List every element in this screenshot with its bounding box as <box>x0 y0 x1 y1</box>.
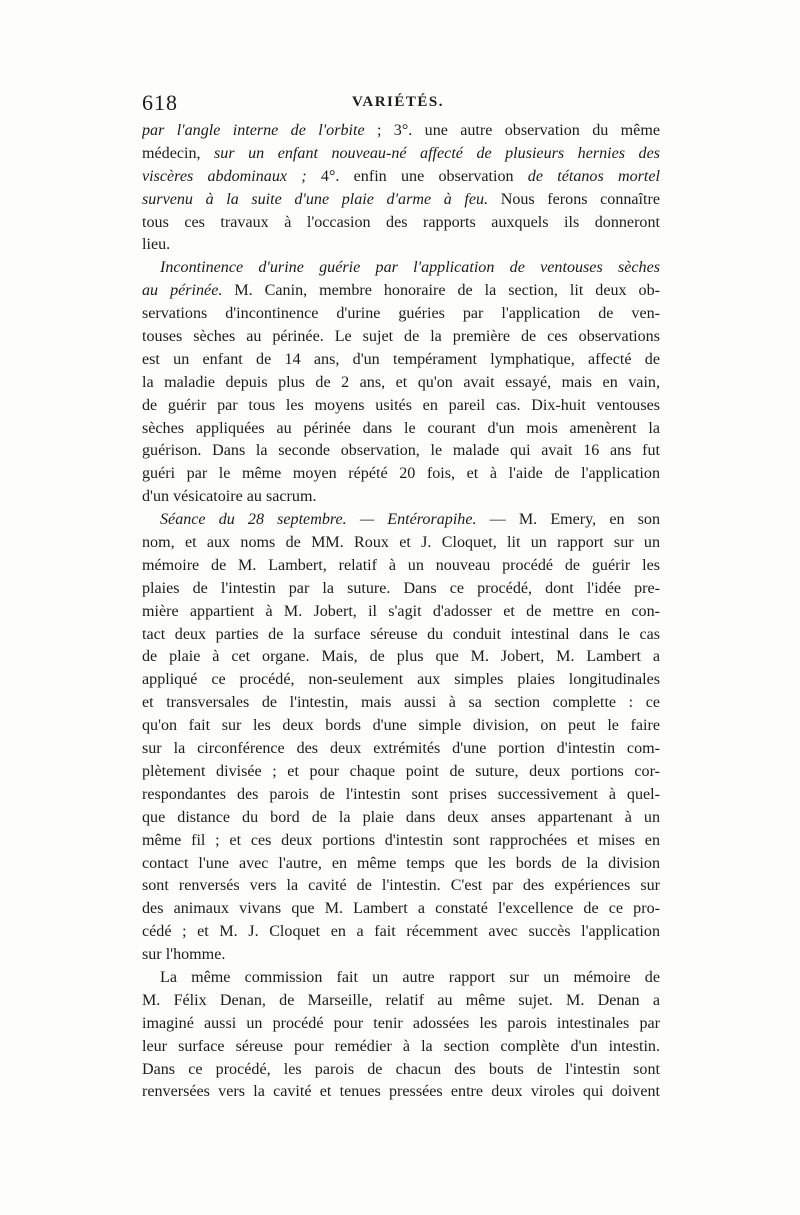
italic-text: sur un enfant nouveau-né affecté de plusieurs hernies des <box>214 144 660 162</box>
roman-text: La même commission fait un autre rapport sur un mémoire de <box>160 968 660 986</box>
text-line <box>142 234 660 257</box>
text-line <box>142 372 660 395</box>
text-line <box>142 715 660 738</box>
roman-text: de guérir par tous les moyens usités en pareil cas. Dix-huit ventouses <box>142 396 660 414</box>
text-line <box>142 257 660 280</box>
italic-text: de tétanos mortel <box>527 167 660 185</box>
roman-text: imaginé aussi un procédé pour tenir adossées les parois intestinales par <box>142 1014 660 1032</box>
roman-text: 4°. enfin une observation <box>306 167 528 185</box>
running-head <box>142 90 654 120</box>
roman-text: contact l'une avec l'autre, en même temps que les bords de la division <box>142 854 660 872</box>
roman-text: renversées vers la cavité et tenues pressées entre deux viroles qui doivent <box>142 1083 660 1101</box>
text-line <box>142 738 660 761</box>
roman-text: sont renversés vers la cavité de l'intestin. C'est par des expériences sur <box>142 877 660 895</box>
text-line <box>142 1013 660 1036</box>
text-line <box>142 669 660 692</box>
text-line <box>142 120 660 143</box>
text-line <box>142 555 660 578</box>
text-line <box>142 1036 660 1059</box>
text-line <box>142 143 660 166</box>
text-line <box>142 601 660 624</box>
text-line <box>142 212 660 235</box>
text-line <box>142 1059 660 1082</box>
text-line <box>142 463 660 486</box>
roman-text: et transversales de l'intestin, mais aussi à sa section complette : ce <box>142 694 660 712</box>
text-line <box>142 990 660 1013</box>
text-line <box>142 944 660 967</box>
roman-text: respondantes des parois de l'intestin sont prises successivement à quel- <box>142 785 660 803</box>
roman-text: Nous ferons connaître <box>488 190 660 208</box>
text-line <box>142 784 660 807</box>
roman-text: Dans ce procédé, les parois de chacun des bouts de l'intestin sont <box>142 1060 660 1078</box>
roman-text: M. Félix Denan, de Marseille, relatif au même sujet. M. Denan a <box>142 991 660 1009</box>
italic-text: au périnée. <box>142 282 223 300</box>
text-line <box>142 280 660 303</box>
text-line <box>142 967 660 990</box>
text-line <box>142 830 660 853</box>
roman-text: est un enfant de 14 ans, d'un tempérament lymphatique, affecté de <box>142 350 660 368</box>
roman-text: guérison. Dans la seconde observation, le malade qui avait 16 ans fut <box>142 442 660 460</box>
text-line <box>142 692 660 715</box>
roman-text: même fil ; et ces deux portions d'intestin sont rapprochées et mises en <box>142 831 660 849</box>
roman-text: nom, et aux noms de MM. Roux et J. Cloquet, lit un rapport sur un <box>142 534 660 552</box>
roman-text: sur l'homme. <box>142 946 226 964</box>
roman-text: servations d'incontinence d'urine guéries par l'application de ven- <box>142 305 660 323</box>
italic-text: Incontinence d'urine guérie par l'application de ventouses sèches <box>160 259 660 277</box>
roman-text: tact deux parties de la surface séreuse du conduit intestinal dans le cas <box>142 625 660 643</box>
text-line <box>142 440 660 463</box>
text-line <box>142 326 660 349</box>
italic-text: viscères abdominaux ; <box>142 167 307 185</box>
text-line <box>142 189 660 212</box>
text-line <box>142 807 660 830</box>
text-line <box>142 921 660 944</box>
roman-text: lieu. <box>142 236 171 254</box>
text-line <box>142 646 660 669</box>
roman-text: plaies de l'intestin par la suture. Dans ce procédé, dont l'idée pre- <box>142 579 660 597</box>
text-line <box>142 761 660 784</box>
italic-text: survenu à la suite d'une plaie d'arme à feu. <box>142 190 489 208</box>
roman-text: médecin, <box>142 144 215 162</box>
text-line <box>142 395 660 418</box>
roman-text: d'un vésicatoire au sacrum. <box>142 488 317 506</box>
roman-text: plètement divisée ; et pour chaque point de suture, deux portions cor- <box>142 762 660 780</box>
text-line <box>142 1081 660 1104</box>
page-number: 618 <box>142 90 178 115</box>
text-line <box>142 898 660 921</box>
roman-text: ; 3°. une autre observation du même <box>364 122 660 139</box>
roman-text: la maladie depuis plus de 2 ans, et qu'on avait essayé, mais en vain, <box>142 373 660 391</box>
roman-text: cédé ; et M. J. Cloquet en a fait récemment avec succès l'application <box>142 923 660 941</box>
text-line <box>142 853 660 876</box>
text-line <box>142 578 660 601</box>
text-line <box>142 166 660 189</box>
roman-text: — M. Emery, en son <box>476 511 660 529</box>
text-line <box>142 486 660 509</box>
text-line <box>142 349 660 372</box>
roman-text: qu'on fait sur les deux bords d'une simple division, on peut le faire <box>142 717 660 735</box>
roman-text: sèches appliquées au périnée dans le courant d'un mois amenèrent la <box>142 419 660 437</box>
italic-text: Séance du 28 septembre. — Entérorapihe. <box>160 511 477 529</box>
text-line <box>142 624 660 647</box>
text-line <box>142 303 660 326</box>
text-line <box>142 509 660 532</box>
roman-text: M. Canin, membre honoraire de la section, lit deux ob- <box>222 282 660 300</box>
roman-text: mière appartient à M. Jobert, il s'agit d'adosser et de mettre en con- <box>142 602 660 620</box>
roman-text: tous ces travaux à l'occasion des rapports auxquels ils donneront <box>142 213 660 231</box>
roman-text: appliqué ce procédé, non-seulement aux simples plaies longitudinales <box>142 671 660 689</box>
body-text <box>142 120 660 1104</box>
roman-text: que distance du bord de la plaie dans deux anses appartenant à un <box>142 808 660 826</box>
roman-text: mémoire de M. Lambert, relatif à un nouveau procédé de guérir les <box>142 556 660 574</box>
roman-text: leur surface séreuse pour remédier à la section complète d'un intestin. <box>142 1037 660 1055</box>
roman-text: sur la circonférence des deux extrémités d'une portion d'intestin com- <box>142 740 660 758</box>
text-line <box>142 532 660 555</box>
roman-text: guéri par le même moyen répété 20 fois, et à l'aide de l'application <box>142 465 660 483</box>
roman-text: des animaux vivans que M. Lambert a constaté l'excellence de ce pro- <box>142 900 660 918</box>
text-line <box>142 875 660 898</box>
italic-text: par l'angle interne de l'orbite <box>142 122 365 139</box>
roman-text: touses sèches au périnée. Le sujet de la première de ces observations <box>142 328 660 346</box>
text-line <box>142 418 660 441</box>
roman-text: de plaie à cet organe. Mais, de plus que M. Jobert, M. Lambert a <box>142 648 660 666</box>
running-title: VARIÉTÉS. <box>351 94 444 110</box>
